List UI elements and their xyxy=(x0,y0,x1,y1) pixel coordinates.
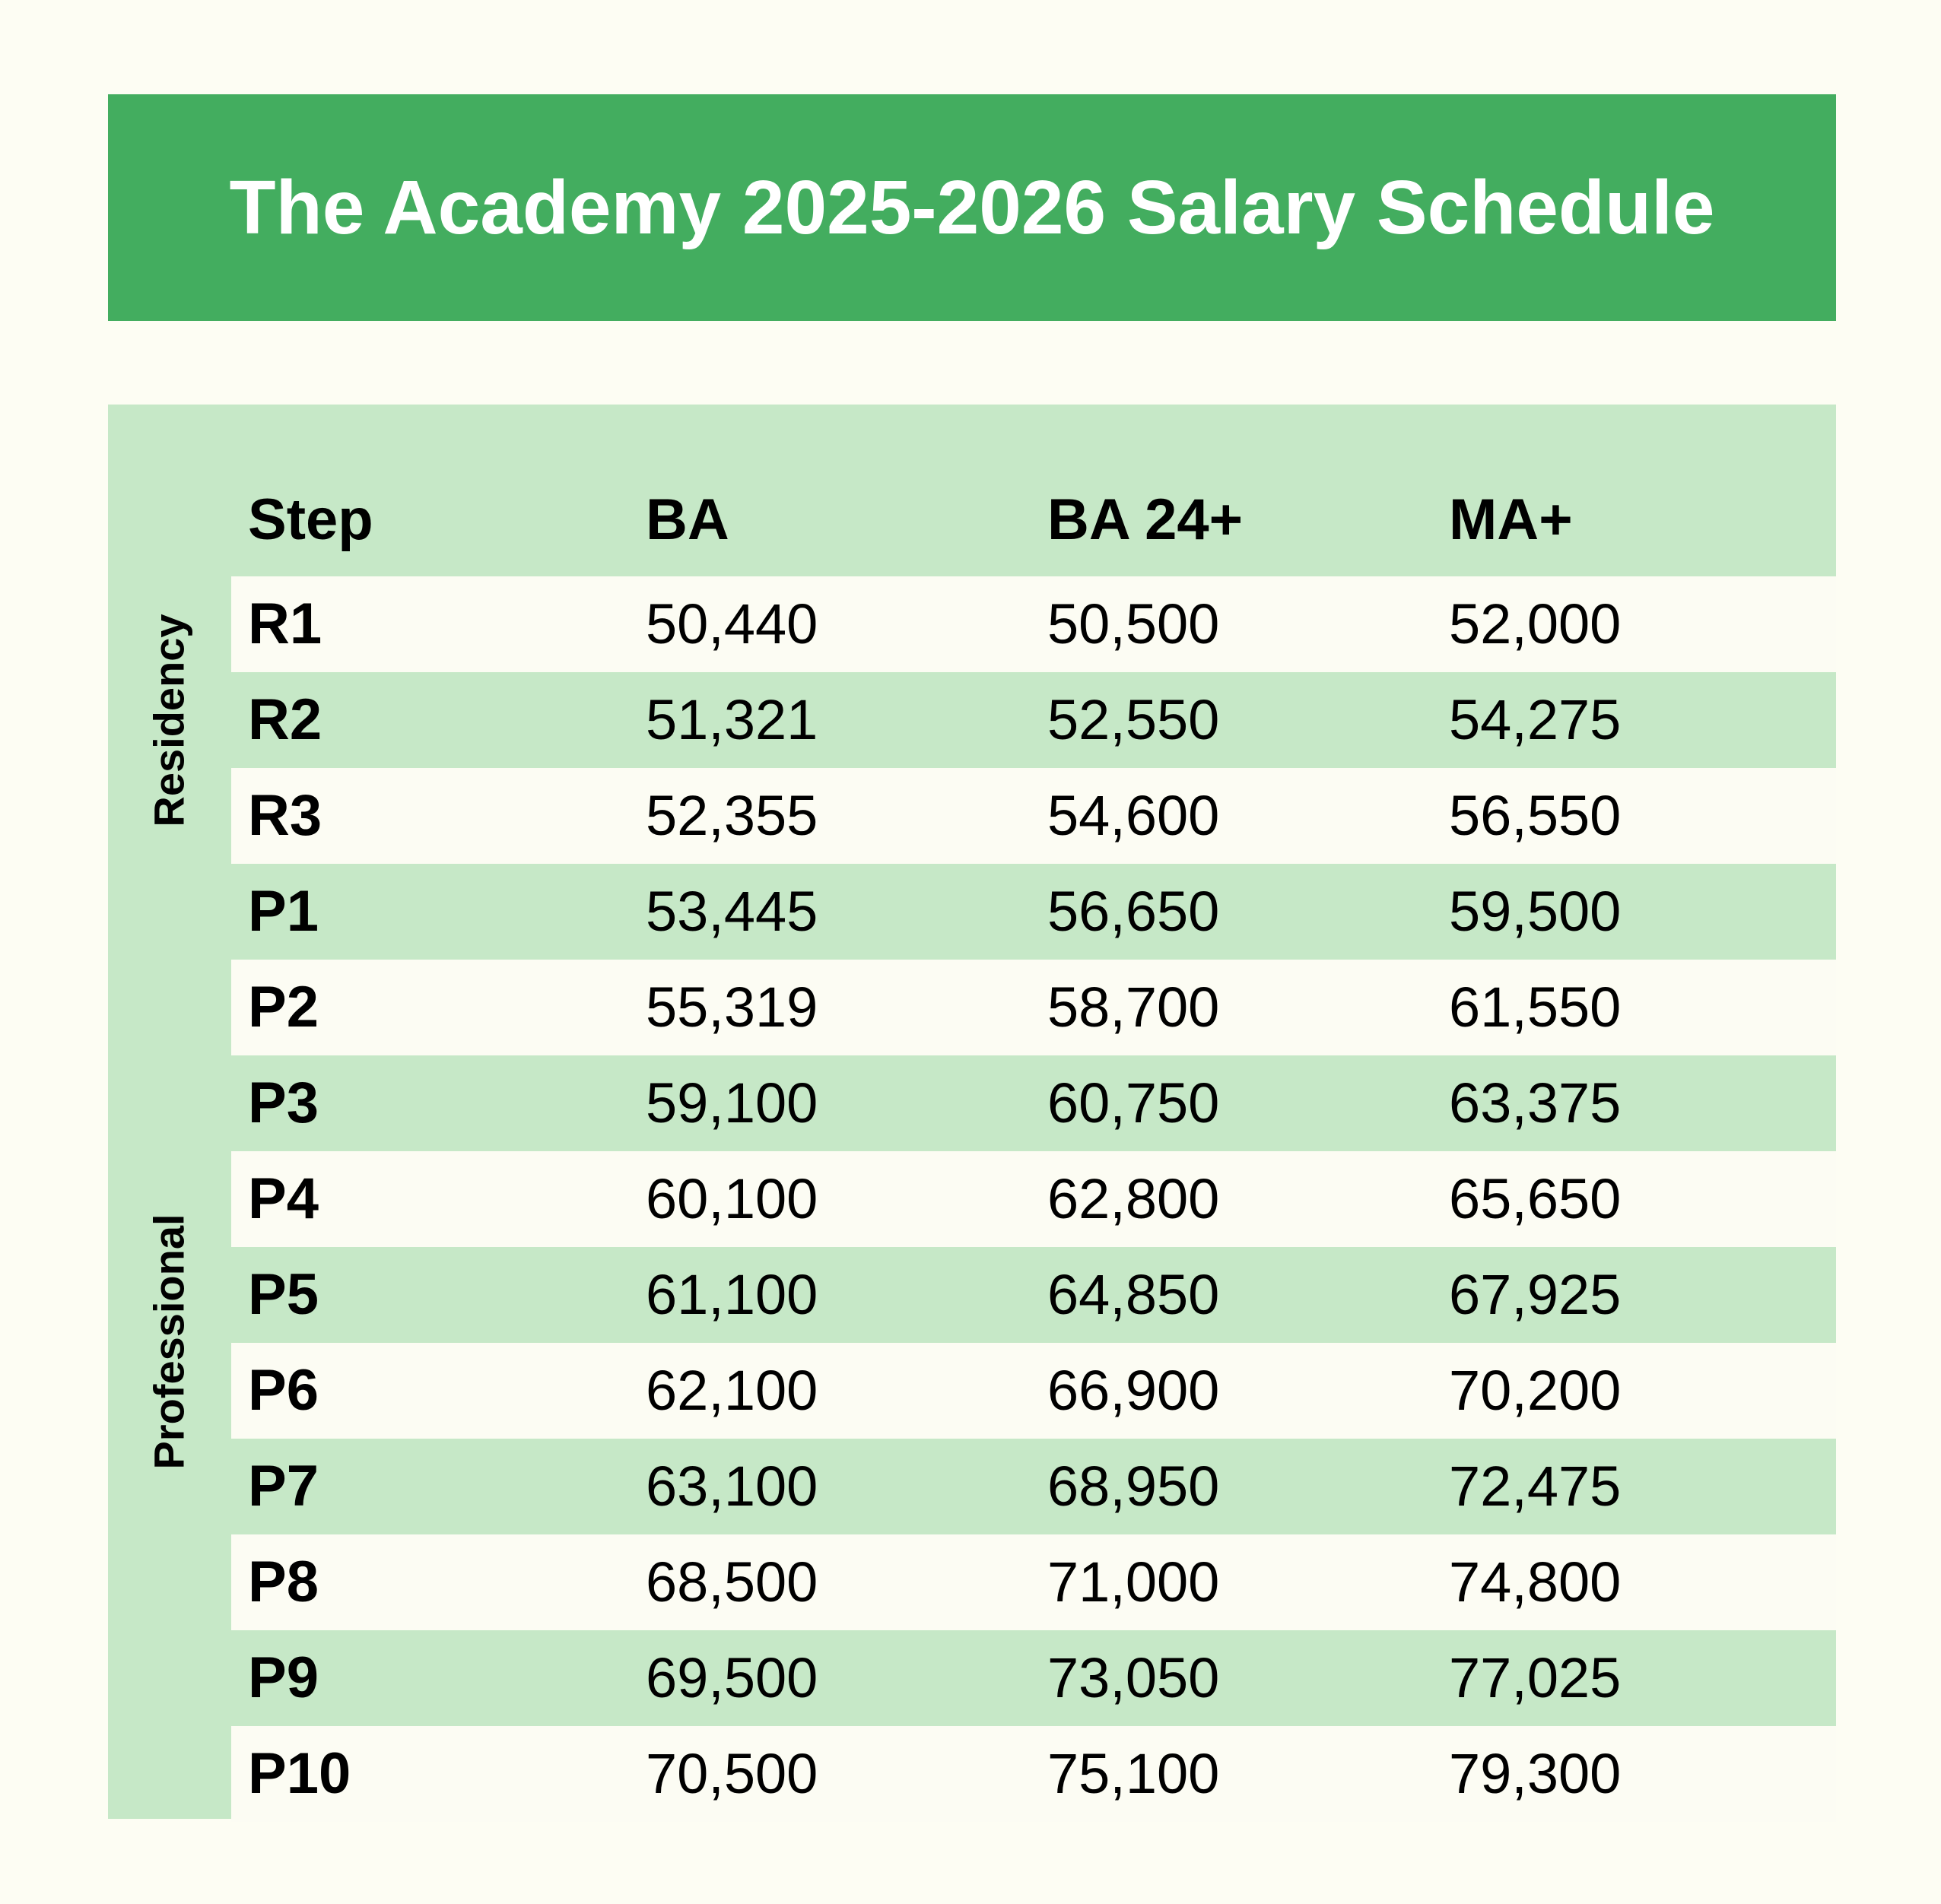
cell-ma: 52,000 xyxy=(1449,592,1622,655)
cell-ba: 61,100 xyxy=(646,1263,818,1326)
cell-ba: 52,355 xyxy=(646,784,818,847)
cell-step: R3 xyxy=(248,783,322,848)
page-title: The Academy 2025-2026 Salary Schedule xyxy=(229,164,1715,250)
section-label-residency xyxy=(108,576,230,864)
column-header-ba: BA xyxy=(646,487,729,552)
cell-ma: 56,550 xyxy=(1449,784,1622,847)
cell-ma: 59,500 xyxy=(1449,880,1622,943)
cell-ma: 61,550 xyxy=(1449,976,1622,1039)
column-header-step: Step xyxy=(248,487,373,552)
cell-ba-24: 62,800 xyxy=(1047,1167,1220,1230)
cell-ba-24: 71,000 xyxy=(1047,1550,1220,1614)
cell-ba: 51,321 xyxy=(646,688,818,751)
cell-ba: 59,100 xyxy=(646,1071,818,1134)
cell-ma: 65,650 xyxy=(1449,1167,1622,1230)
cell-ba-24: 66,900 xyxy=(1047,1359,1220,1422)
cell-step: P8 xyxy=(248,1550,319,1614)
cell-ba: 68,500 xyxy=(646,1550,818,1614)
cell-step: P7 xyxy=(248,1454,319,1518)
cell-ma: 70,200 xyxy=(1449,1359,1622,1422)
cell-ma: 54,275 xyxy=(1449,688,1622,751)
table-row xyxy=(231,1726,1836,1822)
cell-ma: 67,925 xyxy=(1449,1263,1622,1326)
cell-step: P9 xyxy=(248,1645,319,1710)
cell-ma: 72,475 xyxy=(1449,1455,1622,1518)
cell-ba: 62,100 xyxy=(646,1359,818,1422)
table-row xyxy=(231,576,1836,672)
cell-ma: 74,800 xyxy=(1449,1550,1622,1614)
cell-ba: 60,100 xyxy=(646,1167,818,1230)
section-label-professional-text: Professional xyxy=(145,1213,193,1470)
section-label-residency-text: Residency xyxy=(145,613,193,827)
cell-ba-24: 75,100 xyxy=(1047,1742,1220,1805)
cell-ba-24: 58,700 xyxy=(1047,976,1220,1039)
column-header-ma: MA+ xyxy=(1449,487,1573,552)
cell-step: P1 xyxy=(248,879,319,944)
table-row xyxy=(231,1151,1836,1247)
cell-step: P10 xyxy=(248,1741,351,1806)
cell-ba-24: 64,850 xyxy=(1047,1263,1220,1326)
cell-step: R1 xyxy=(248,592,322,656)
table-row xyxy=(231,864,1836,960)
cell-ba: 55,319 xyxy=(646,976,818,1039)
cell-ba: 69,500 xyxy=(646,1646,818,1709)
section-label-professional xyxy=(108,864,230,1819)
table-row xyxy=(231,1247,1836,1343)
cell-ba: 70,500 xyxy=(646,1742,818,1805)
cell-step: P3 xyxy=(248,1071,319,1135)
cell-ba-24: 73,050 xyxy=(1047,1646,1220,1709)
table-row xyxy=(231,1055,1836,1151)
cell-ma: 79,300 xyxy=(1449,1742,1622,1805)
cell-ma: 77,025 xyxy=(1449,1646,1622,1709)
cell-ba-24: 60,750 xyxy=(1047,1071,1220,1134)
column-header-ba-24: BA 24+ xyxy=(1047,487,1243,552)
cell-ba: 63,100 xyxy=(646,1455,818,1518)
cell-step: P2 xyxy=(248,975,319,1039)
cell-step: P4 xyxy=(248,1166,319,1231)
cell-step: R2 xyxy=(248,687,322,752)
table-row xyxy=(231,1343,1836,1439)
cell-ba-24: 54,600 xyxy=(1047,784,1220,847)
table-row xyxy=(231,1630,1836,1726)
cell-step: P6 xyxy=(248,1358,319,1423)
table-row xyxy=(231,1534,1836,1630)
cell-ba: 53,445 xyxy=(646,880,818,943)
cell-ba-24: 68,950 xyxy=(1047,1455,1220,1518)
cell-ba-24: 52,550 xyxy=(1047,688,1220,751)
cell-ba-24: 56,650 xyxy=(1047,880,1220,943)
cell-ba: 50,440 xyxy=(646,592,818,655)
table-row xyxy=(231,768,1836,864)
cell-ma: 63,375 xyxy=(1449,1071,1622,1134)
title-banner xyxy=(108,94,1836,321)
cell-ba-24: 50,500 xyxy=(1047,592,1220,655)
table-row xyxy=(231,960,1836,1055)
cell-step: P5 xyxy=(248,1262,319,1327)
table-row xyxy=(231,1439,1836,1534)
table-row xyxy=(231,672,1836,768)
